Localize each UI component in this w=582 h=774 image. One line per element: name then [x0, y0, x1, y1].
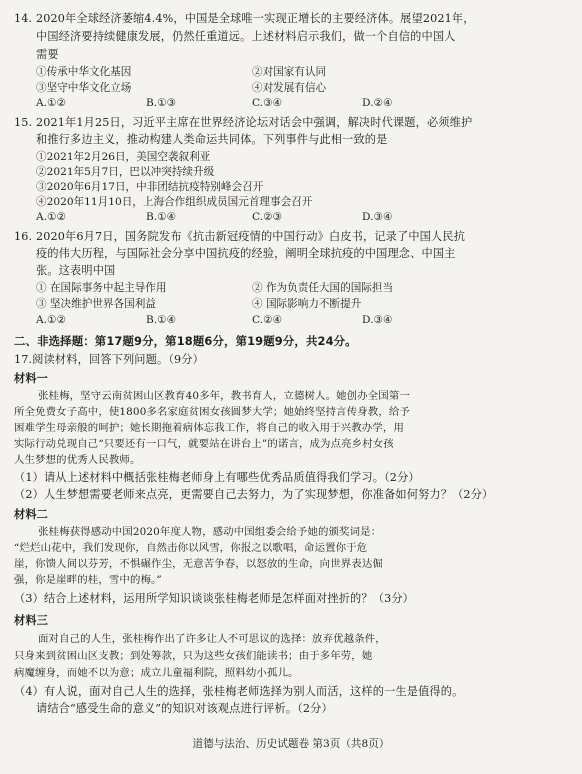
q14-choice-c: C.③④: [252, 97, 283, 109]
q17-sub-2: （2）人生梦想需要老师来点亮，更需要自己去努力，为了实现梦想，你准备如何努力？（2分）: [14, 488, 494, 501]
q17-sub-4: （4）有人说，面对自己人生的选择，张桂梅老师选择为别人而活，这样的一生是值得的。: [14, 685, 464, 698]
q14-stem-line-3: 需要: [36, 48, 59, 61]
material-2-line-3: 崖，你馈人间以芬芳，不惧碾作尘，无意苦争春，以怒放的生命，向世界表达倔: [14, 558, 383, 570]
q16-stem-line-1: 16. 2020年6月7日，国务院发布《抗击新冠疫情的中国行动》白皮书，记录了中国人民抗: [14, 230, 466, 243]
q16-choice-b: B.①④: [146, 314, 177, 326]
page-footer: 道德与法治、历史试题卷 第3页（共8页）: [192, 738, 390, 750]
q16-item-2: ② 作为负责任大国的国际担当: [252, 282, 394, 294]
material-1-title: 材料一: [14, 372, 49, 385]
material-1-line-3: 困难学生母亲般的呵护；她长期拖着病体忘我工作，将自己的收入用于兴教办学，用: [14, 422, 404, 434]
material-1-line-2: 所全免费女子高中，使1800多名家庭贫困女孩圆梦大学；她始终坚持言传身教，给予: [14, 406, 410, 418]
material-1-line-4: 实际行动兑现自己“只要还有一口气，就要站在讲台上”的诺言，成为点亮乡村女孩: [14, 438, 394, 450]
q16-choice-d: D.③④: [362, 314, 393, 326]
material-2-line-1: 张桂梅获得感动中国2020年度人物，感动中国组委会给予她的颁奖词是：: [38, 526, 382, 538]
q16-item-4: ④ 国际影响力不断提升: [252, 298, 362, 310]
q14-item-2: ②对国家有认同: [252, 66, 327, 78]
q15-choice-b: B.①④: [146, 211, 177, 223]
q15-choice-d: D.③④: [362, 211, 393, 223]
q14-item-1: ①传承中华文化基因: [36, 66, 132, 78]
q16-choice-c: C.②④: [252, 314, 283, 326]
q14-stem-line-1: 14. 2020年全球经济萎缩4.4%，中国是全球唯一实现正增长的主要经济体。展望2021年，: [14, 12, 475, 25]
q15-item-2: ②2021年5月7日，巴以冲突持续升级: [36, 166, 215, 178]
q17-sub-4-line-2: 请结合“感受生命的意义”的知识对该观点进行评析。（2分）: [36, 702, 333, 715]
q16-stem-line-3: 张。这表明中国: [36, 264, 116, 277]
q14-item-4: ④对发展有信心: [252, 82, 327, 94]
material-1-line-5: 人生梦想的优秀人民教师。: [14, 454, 141, 466]
q16-stem-line-2: 疫的伟大历程，与国际社会分享中国抗疫的经验，阐明全球抗疫的中国理念、中国主: [36, 247, 456, 260]
material-2-line-4: 强，你是崖畔的桂，雪中的梅。”: [14, 574, 162, 586]
q14-choice-b: B.①③: [146, 97, 177, 109]
section-heading: 二、非选择题：第17题9分，第18题6分，第19题9分，共24分。: [14, 334, 357, 348]
q14-choice-d: D.②④: [362, 97, 393, 109]
q14-choice-a: A.①②: [36, 97, 67, 109]
q16-item-3: ③ 坚决维护世界各国利益: [36, 298, 156, 310]
q16-choice-a: A.①②: [36, 314, 67, 326]
q15-item-1: ①2021年2月26日，美国空袭叙利亚: [36, 151, 211, 163]
material-3-line-1: 面对自己的人生，张桂梅作出了许多让人不可思议的选择：放弃优越条件，: [38, 633, 386, 645]
material-3-line-3: 病魔缠身，而她不以为意；成立儿童福利院，照料幼小孤儿。: [14, 667, 299, 679]
material-3-title: 材料三: [14, 614, 49, 627]
q17-sub-1: （1）请从上述材料中概括张桂梅老师身上有哪些优秀品质值得我们学习。（2分）: [14, 471, 420, 484]
q15-stem-line-2: 和推行多边主义，推动构建人类命运共同体。下列事件与此相一致的是: [36, 133, 388, 146]
material-2-title: 材料二: [14, 508, 49, 521]
q16-item-1: ① 在国际事务中起主导作用: [36, 282, 167, 294]
q15-item-3: ③2020年6月17日，中非团结抗疫特别峰会召开: [36, 181, 264, 193]
q15-stem-line-1: 15. 2021年1月25日，习近平主席在世界经济论坛对话会中强调，解决时代课题，必须维护: [14, 116, 473, 129]
q14-item-3: ③坚守中华文化立场: [36, 82, 132, 94]
q14-stem-line-2: 中国经济要持续健康发展，仍然任重道远。上述材料启示我们，做一个自信的中国人: [36, 30, 456, 43]
q17-stem: 17.阅读材料，回答下列问题。（9分）: [14, 353, 204, 366]
q15-item-4: ④2020年11月10日，上海合作组织成员国元首理事会召开: [36, 196, 313, 208]
material-3-line-2: 只身来到贫困山区支教；到处筹款，只为这些女孩们能读书；由于多年劳，她: [14, 650, 373, 662]
q15-choice-c: C.②③: [252, 211, 283, 223]
material-2-line-2: “烂烂山花中，我们发现你，自然击你以风雪，你报之以歌唱，命运置你于危: [14, 542, 368, 554]
q15-choice-a: A.①②: [36, 211, 67, 223]
q17-sub-3: （3）结合上述材料，运用所学知识谈谈张桂梅老师是怎样面对挫折的？（3分）: [14, 592, 415, 605]
material-1-line-1: 张桂梅，坚守云南贫困山区教育40多年，教书育人，立德树人。她创办全国第一: [38, 390, 410, 402]
